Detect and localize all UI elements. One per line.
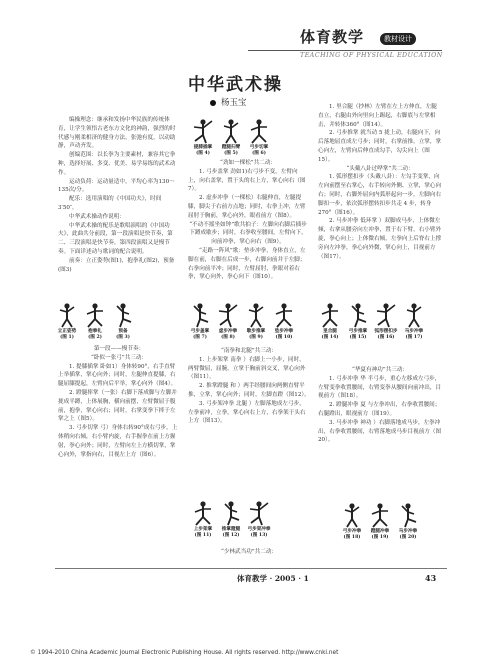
figure-number: (图 12) — [222, 532, 240, 538]
figure-number: (图 5) — [224, 150, 238, 156]
martial-pose-icon — [83, 302, 107, 328]
figure-label: 蹬腿扫臂 — [221, 145, 241, 150]
martial-pose-icon — [247, 118, 271, 144]
martial-pose-icon — [111, 302, 135, 328]
figure-group-bottom-center — [191, 500, 271, 538]
section-heading: “头戴八卦过哗掌”共二动： — [346, 165, 414, 172]
figure-item — [340, 502, 364, 540]
article-title: 中华武术操 — [188, 75, 283, 95]
figure-label: 弧形摆扣步 — [374, 329, 398, 334]
journal-title: 体育教学 — [300, 28, 365, 46]
section-badge: 教材设计 — [380, 33, 416, 45]
page-number: 43 — [425, 573, 437, 583]
figure-item — [244, 302, 268, 340]
paragraph: 1. 弓步冲拳 华 半弓步，重心左移成左弓步，左臂变拳收置腰间，右臂变拳从腰间向前冲出，目视前方（图18）。 — [318, 375, 442, 400]
paragraph: 2. 马步冲拳 低环掌 ）双脚成马步，上体微左倾，右拿从腰旁向左冲拳，置于右下臂，右小臂外旋，拳心向上；上体微右倾，左拳向上后脊右上撑旁向左冲拳，拳心向外微，掌心向上，目视前方（图17）。 — [318, 218, 442, 260]
figure-label: 垫步冲拳 — [274, 329, 294, 334]
column-three — [318, 103, 442, 261]
paragraph: 配乐：选用演唱的《中国功夫》，时间3′50″。 — [58, 196, 162, 211]
figure-label: 里合腿 — [323, 329, 337, 334]
header-rule — [248, 50, 442, 51]
martial-pose-icon — [272, 302, 296, 328]
figure-item — [368, 502, 392, 540]
figure-item — [247, 500, 271, 538]
figure-number: (图 11) — [194, 532, 212, 538]
figure-number: (图 7) — [193, 334, 207, 340]
figure-number: (图 17) — [405, 334, 423, 340]
martial-pose-icon — [340, 502, 364, 528]
figure-group-mid-left — [55, 302, 135, 340]
martial-pose-icon — [346, 302, 370, 328]
figure-item — [247, 118, 271, 156]
section-heading: “不动不摇坐如钟”歌共拍子：左脚向右脚后插步下蹲成歇步；同时，右拳收至腰间，左臂向下，向前冲拳，掌心向右（图9）。 — [189, 221, 307, 246]
figure-label: 提膝插掌 — [193, 145, 213, 150]
figure-label: 抱拳礼 — [88, 329, 102, 334]
figure-number: (图 3) — [116, 334, 130, 340]
section-heading: “少林武当功”共二动： — [220, 549, 278, 555]
figure-item — [191, 500, 215, 538]
paragraph: 1. 提膝插掌 卧如1）身体转90°，右手直臂上举插掌，掌心向外；同时，左腿伸直提膝，右腿屈膝提起，左臂向后平举，掌心向外（图4）。 — [58, 363, 177, 388]
martial-pose-icon — [247, 500, 271, 526]
footer-rule — [55, 568, 447, 569]
figure-item — [55, 302, 79, 340]
paragraph: 编操理念：继承和发扬中华民族的传统体育，让学生领悟古老东方文化的神韵，强烈的时代感与刚柔相济的健身方法，张弛有度，以动助静，声动齐发。 — [58, 117, 176, 150]
author-name: 杨玉宝 — [221, 98, 247, 108]
figure-label: 弓步推掌 — [348, 329, 368, 334]
paragraph: 2. 蹬腿摔掌（一张）右脚下落成脚与左脚并拢成半蹲，上体展胸，横向前摆，左臂微屈于腹前，抱拳，掌心向右；同时，右掌变拳下摔于左掌之上（图5）。 — [58, 389, 177, 423]
figure-group-bottom-right — [340, 502, 420, 540]
figure-item — [272, 302, 296, 340]
martial-pose-icon — [374, 302, 398, 328]
martial-pose-icon — [188, 302, 212, 328]
figure-label: 蹬腿冲拳 — [370, 529, 390, 534]
paragraph: “走路一阵风”歌：垫步冲拳，身体直立，左脚在前，右脚在后成一步，右脚向前并于左脚；右拳向前平冲；同时，左臂屈肘，拳眼对着右拳，掌心向外，拳心向下（图10）。 — [188, 247, 306, 281]
martial-pose-icon — [368, 502, 392, 528]
column-five-tail — [188, 548, 310, 557]
paragraph: 2. 蹬腿冲拳 夏 与左拳冲出，右拳收置腰间；右腿蹬出，眼视前方（图19）。 — [318, 402, 441, 417]
figure-label: 弓步冲拳 — [342, 529, 362, 534]
paragraph: 3. 马步冲拳 神功 ）右脚落地成马步，左拳冲出，右拳收置腰间，右臂落地成马步目视前方（图20）。 — [318, 419, 442, 444]
figure-label: 弓步切掌 — [249, 145, 269, 150]
figure-label: 歇步推掌 — [246, 329, 266, 334]
article-author — [210, 96, 247, 108]
figure-item — [219, 118, 243, 156]
figure-label: 预备 — [118, 329, 128, 334]
paragraph: 2. 虚步冲拳（一棵松）右腿伸直，左腿提膝，脚尖于右前方点地；同时，右拳上冲，左臂屈肘于胸前，掌心向外，眼看前方（图8）。 — [188, 195, 306, 219]
paragraph: 3. 弓步架冲拳 北腿 ）左脚落地成左弓步，左拳前冲，立拳，掌心向右上方，右拳架于头右上方（图13）。 — [188, 400, 306, 425]
figure-label: 上步架掌 — [193, 527, 213, 532]
martial-pose-icon — [216, 302, 240, 328]
paragraph: 1. 弓步盖掌 劲如1)右弓步不变，左臂向上，向右盖掌，置于头的右上方，掌心向右（图7）。 — [188, 168, 306, 193]
paragraph: 1. 上步架掌 南拳 ）右脚上一小步，同时，两臂微屈，屈腕，立掌于胸前斜交叉，掌心向外（图11）。 — [188, 356, 306, 381]
martial-pose-icon — [219, 500, 243, 526]
figure-number: (图 1) — [60, 334, 74, 340]
figure-item — [219, 500, 243, 538]
martial-pose-icon — [191, 500, 215, 526]
figure-item — [318, 302, 342, 340]
section-heading: “华夏有神功”共三动： — [351, 367, 409, 373]
figure-number: (图 8) — [221, 334, 235, 340]
figure-number: (图 4) — [196, 150, 210, 156]
figure-number: (图 2) — [88, 334, 102, 340]
figure-number: (图 19) — [371, 534, 389, 540]
figure-group-mid-center — [188, 302, 296, 340]
paragraph: 创编范围：以长拳为主要素材，兼容其它拳种，选择好展、多变、优美、易学易练的武术动作。 — [58, 152, 176, 176]
figure-number: (图 16) — [377, 334, 395, 340]
section-heading: “劲如一棵松”共二动： — [219, 160, 277, 166]
column-two — [188, 159, 308, 282]
figure-number: (图 20) — [399, 534, 417, 540]
figure-item — [111, 302, 135, 340]
figure-group-mid-right — [318, 302, 426, 340]
footer-journal-name: 体育教学 · 2005 · — [237, 574, 301, 583]
figure-item — [402, 302, 426, 340]
paragraph: 2. 弓步推掌 就当动 5 拢上动，右腿向下，向后落地屈直成左弓步；同时，右掌前推，立掌，掌心向左，左臂向后伸直成勾手，勾尖向上（图15）。 — [318, 130, 442, 163]
figure-number: (图 13) — [250, 532, 268, 538]
column-intro — [58, 116, 178, 274]
figure-label: 立正姿势 — [57, 329, 77, 334]
copyright-line: © 1994-2010 China Academic Journal Electronic Publishing House. All rights reserved. http://www.cnki.net — [30, 650, 339, 656]
martial-pose-icon — [55, 302, 79, 328]
paragraph: 1. 里合腿（抄林）左臂在左上方伸直，左腿直立，右腿由外向里向上踢起，右脚底与左掌相击，并转体360°（图14）。 — [318, 104, 437, 128]
paragraph: 运动负荷：运动量适中，平均心率为130～135次/分。 — [58, 178, 175, 194]
journal-subtitle: TEACHING OF PHYSICAL EDUCATION — [300, 52, 443, 59]
figure-label: 虚步冲拳 — [218, 329, 238, 334]
column-five — [188, 347, 310, 426]
bullet-icon — [210, 100, 216, 106]
figure-number: (图 10) — [275, 334, 293, 340]
martial-pose-icon — [244, 302, 268, 328]
martial-pose-icon — [219, 118, 243, 144]
paragraph: 中华武术操的配乐是歌唱演唱的《中国功夫》，此曲共分前段，第一段演唱是快节奏，第二、三段演唱是快节奏，第四段演唱又是慢节奏。下面详述动与歌词的配合说明。 — [58, 222, 173, 255]
figure-item — [346, 302, 370, 340]
paragraph: 3. 弓步切掌 弓）身体右转90°成右弓步，上体稍向右倾，右小臂内旋，右手握拳在前上方握射，拳心向外；同时，左臂向左上方横切掌，掌心向外，掌指向右，目视左上方（图6）。 — [58, 425, 178, 458]
figure-number: (图 14) — [321, 334, 339, 340]
section-heading: “卧似一张弓”共三动： — [90, 354, 148, 361]
paragraph: 前奏：立正姿势(图1)，抱拳礼(图2)，预备(图3) — [58, 257, 175, 273]
figure-number: (图 15) — [349, 334, 367, 340]
figure-item — [396, 502, 420, 540]
figure-number: (图 9) — [249, 334, 263, 340]
figure-number: (图 6) — [252, 150, 266, 156]
martial-pose-icon — [318, 302, 342, 328]
paragraph: 1. 弧形摆扣步（头戴八卦）：左勾手变掌，向左向前摆至右掌心，右手转向外侧、立掌，掌心向右；同时，右脚外屈向内弧形起向一步，左脚向右脚扣一步，依次弧形摆转扣步共走 4 步，转身270°（图16）。 — [318, 174, 442, 216]
figure-item — [374, 302, 398, 340]
figure-label: 弓步盖掌 — [190, 329, 210, 334]
figure-item — [191, 118, 215, 156]
figure-item — [83, 302, 107, 340]
footer-journal — [237, 573, 309, 584]
figure-label: 推掌蹬腿 — [221, 527, 241, 532]
column-six — [318, 366, 442, 445]
section-heading: 第一段——慢节奏： — [93, 346, 145, 352]
figure-label: 弓步架冲拳 — [247, 527, 271, 532]
paragraph: 中华武术操动作说明： — [69, 213, 125, 220]
paragraph: 2. 推掌蹬腿 和 ）两手经腰间向两侧直臂平推，立掌，掌心向外；同时，左脚直蹬（图12）。 — [188, 383, 310, 398]
figure-item — [188, 302, 212, 340]
figure-label: 马步冲拳 — [398, 529, 418, 534]
figure-label: 马步冲拳 — [404, 329, 424, 334]
footer-issue: 1 — [303, 574, 309, 583]
section-heading: “南拳和北腿”共三动： — [220, 348, 278, 354]
martial-pose-icon — [191, 118, 215, 144]
figure-item — [216, 302, 240, 340]
figure-group-top — [191, 118, 271, 156]
martial-pose-icon — [402, 302, 426, 328]
figure-number: (图 18) — [343, 534, 361, 540]
martial-pose-icon — [396, 502, 420, 528]
column-four — [58, 345, 180, 459]
